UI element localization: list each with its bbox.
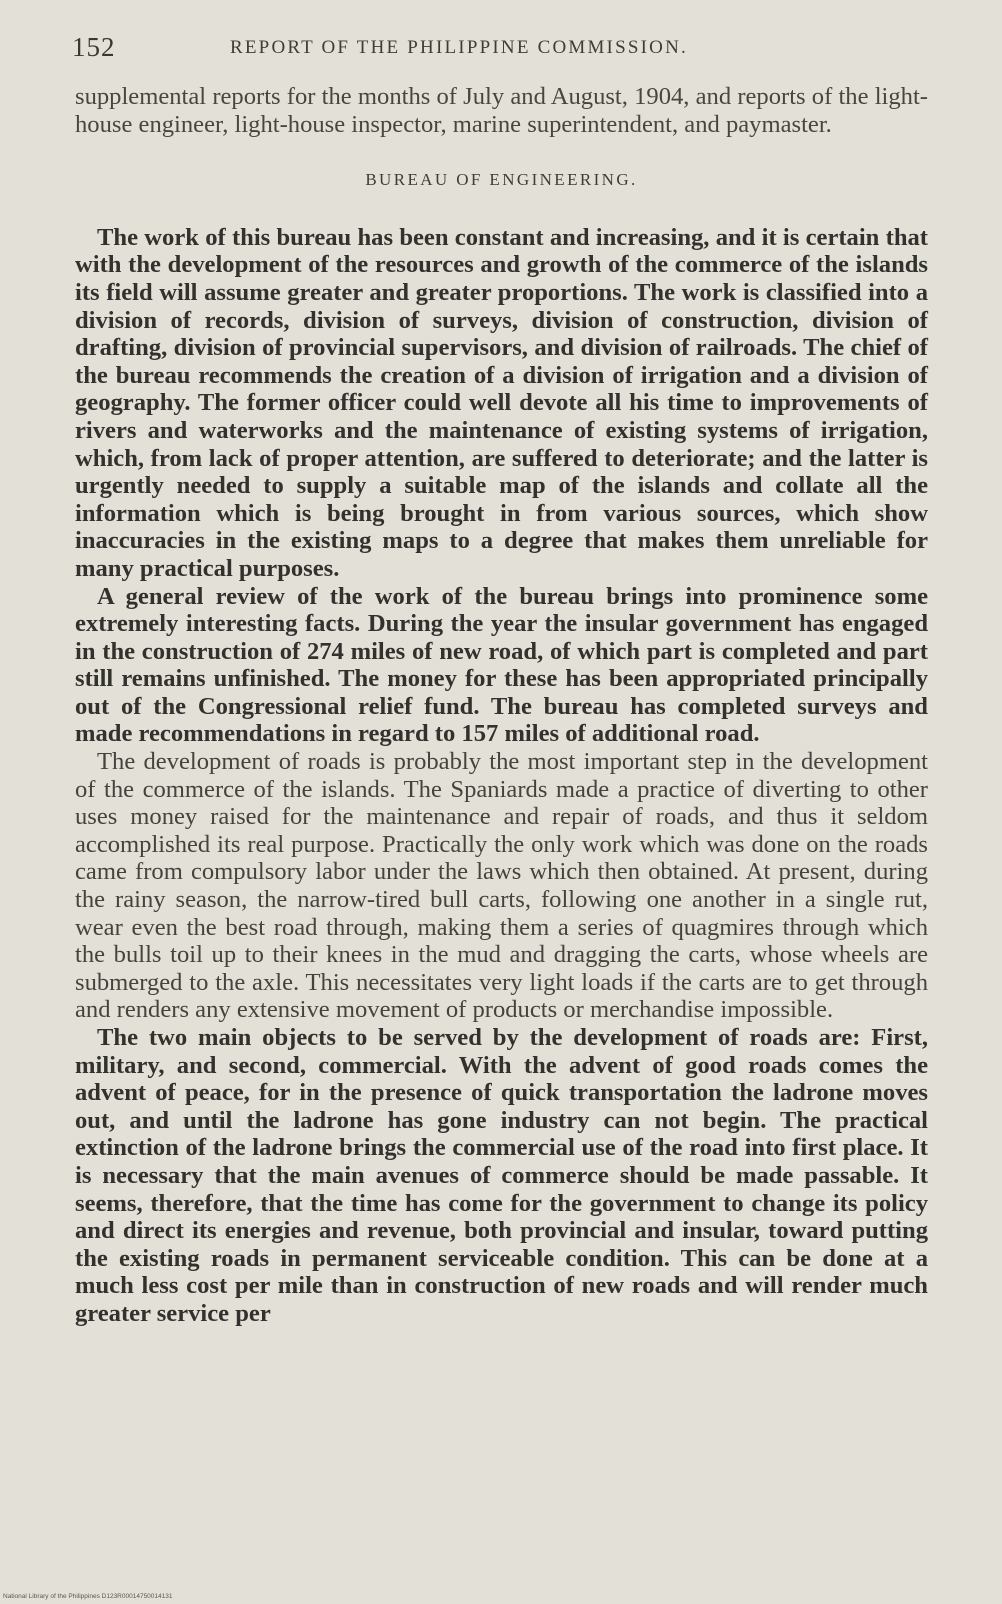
library-footer-note: National Library of the Philippines D123R00014750014131 [3, 1593, 173, 1600]
paragraph-road-objects: The two main objects to be served by the development of roads are: First, military, and second, commercial. With the advent of good roads comes the advent of peace, for in the presence of quick transportation the ladrone moves out, and until the ladrone has gone industry can not begin. The practical extinction of the ladrone brings the commercial use of the road into first place. It is necessary that the main avenues of commerce should be made passable. It seems, therefore, that the time has come for the government to change its policy and direct its energies and revenue, both provincial and insular, toward putting the existing roads in permanent serviceable condition. This can be done at a much less cost per mile than in construction of new roads and will render much greater service per [75, 1024, 928, 1327]
page-number: 152 [72, 32, 116, 62]
running-head: REPORT OF THE PHILIPPINE COMMISSION. [230, 37, 688, 58]
paragraph-road-development: The development of roads is probably the most important step in the development of the commerce of the islands. The Spaniards made a practice of diverting to other uses money raised for the maintenance and repair of roads, and thus it seldom accomplished its real purpose. Practically the only work which was done on the roads came from compulsory labor under the laws which then obtained. At present, during the rainy season, the narrow-tired bull carts, following one another in a single rut, wear even the best road through, making them a series of quagmires through which the bulls toil up to their knees in the mud and dragging the carts, whose wheels are submerged to the axle. This necessitates very light loads if the carts are to get through and renders any extensive movement of products or merchandise impossible. [75, 748, 928, 1024]
text-body [75, 83, 928, 1328]
paragraph-general-review: A general review of the work of the bureau brings into prominence some extremely interesting facts. During the year the insular government has engaged in the construction of 274 miles of new road, of which part is completed and part still remains unfinished. The money for these has been appropriated principally out of the Congressional relief fund. The bureau has completed surveys and made recommendations in regard to 157 miles of additional road. [75, 582, 928, 748]
section-heading: BUREAU OF ENGINEERING. [365, 170, 638, 190]
page-header [72, 30, 928, 70]
intro-paragraph: supplemental reports for the months of July and August, 1904, and reports of the light-house engineer, light-house inspector, marine superintendent, and paymaster. [75, 83, 928, 138]
paragraph-bureau-work: The work of this bureau has been constant and increasing, and it is certain that with the development of the resources and growth of the commerce of the islands its field will assume greater and greater proportions. The work is classified into a division of records, division of surveys, division of construction, division of drafting, division of provincial supervisors, and division of railroads. The chief of the bureau recommends the creation of a division of irrigation and a division of geography. The former officer could well devote all his time to improvements of rivers and waterworks and the maintenance of existing systems of irrigation, which, from lack of proper attention, are suffered to deteriorate; and the latter is urgently needed to supply a suitable map of the islands and collate all the information which is being brought in from various sources, which show inaccuracies in the existing maps to a degree that makes them unreliable for many practical purposes. [75, 223, 928, 582]
